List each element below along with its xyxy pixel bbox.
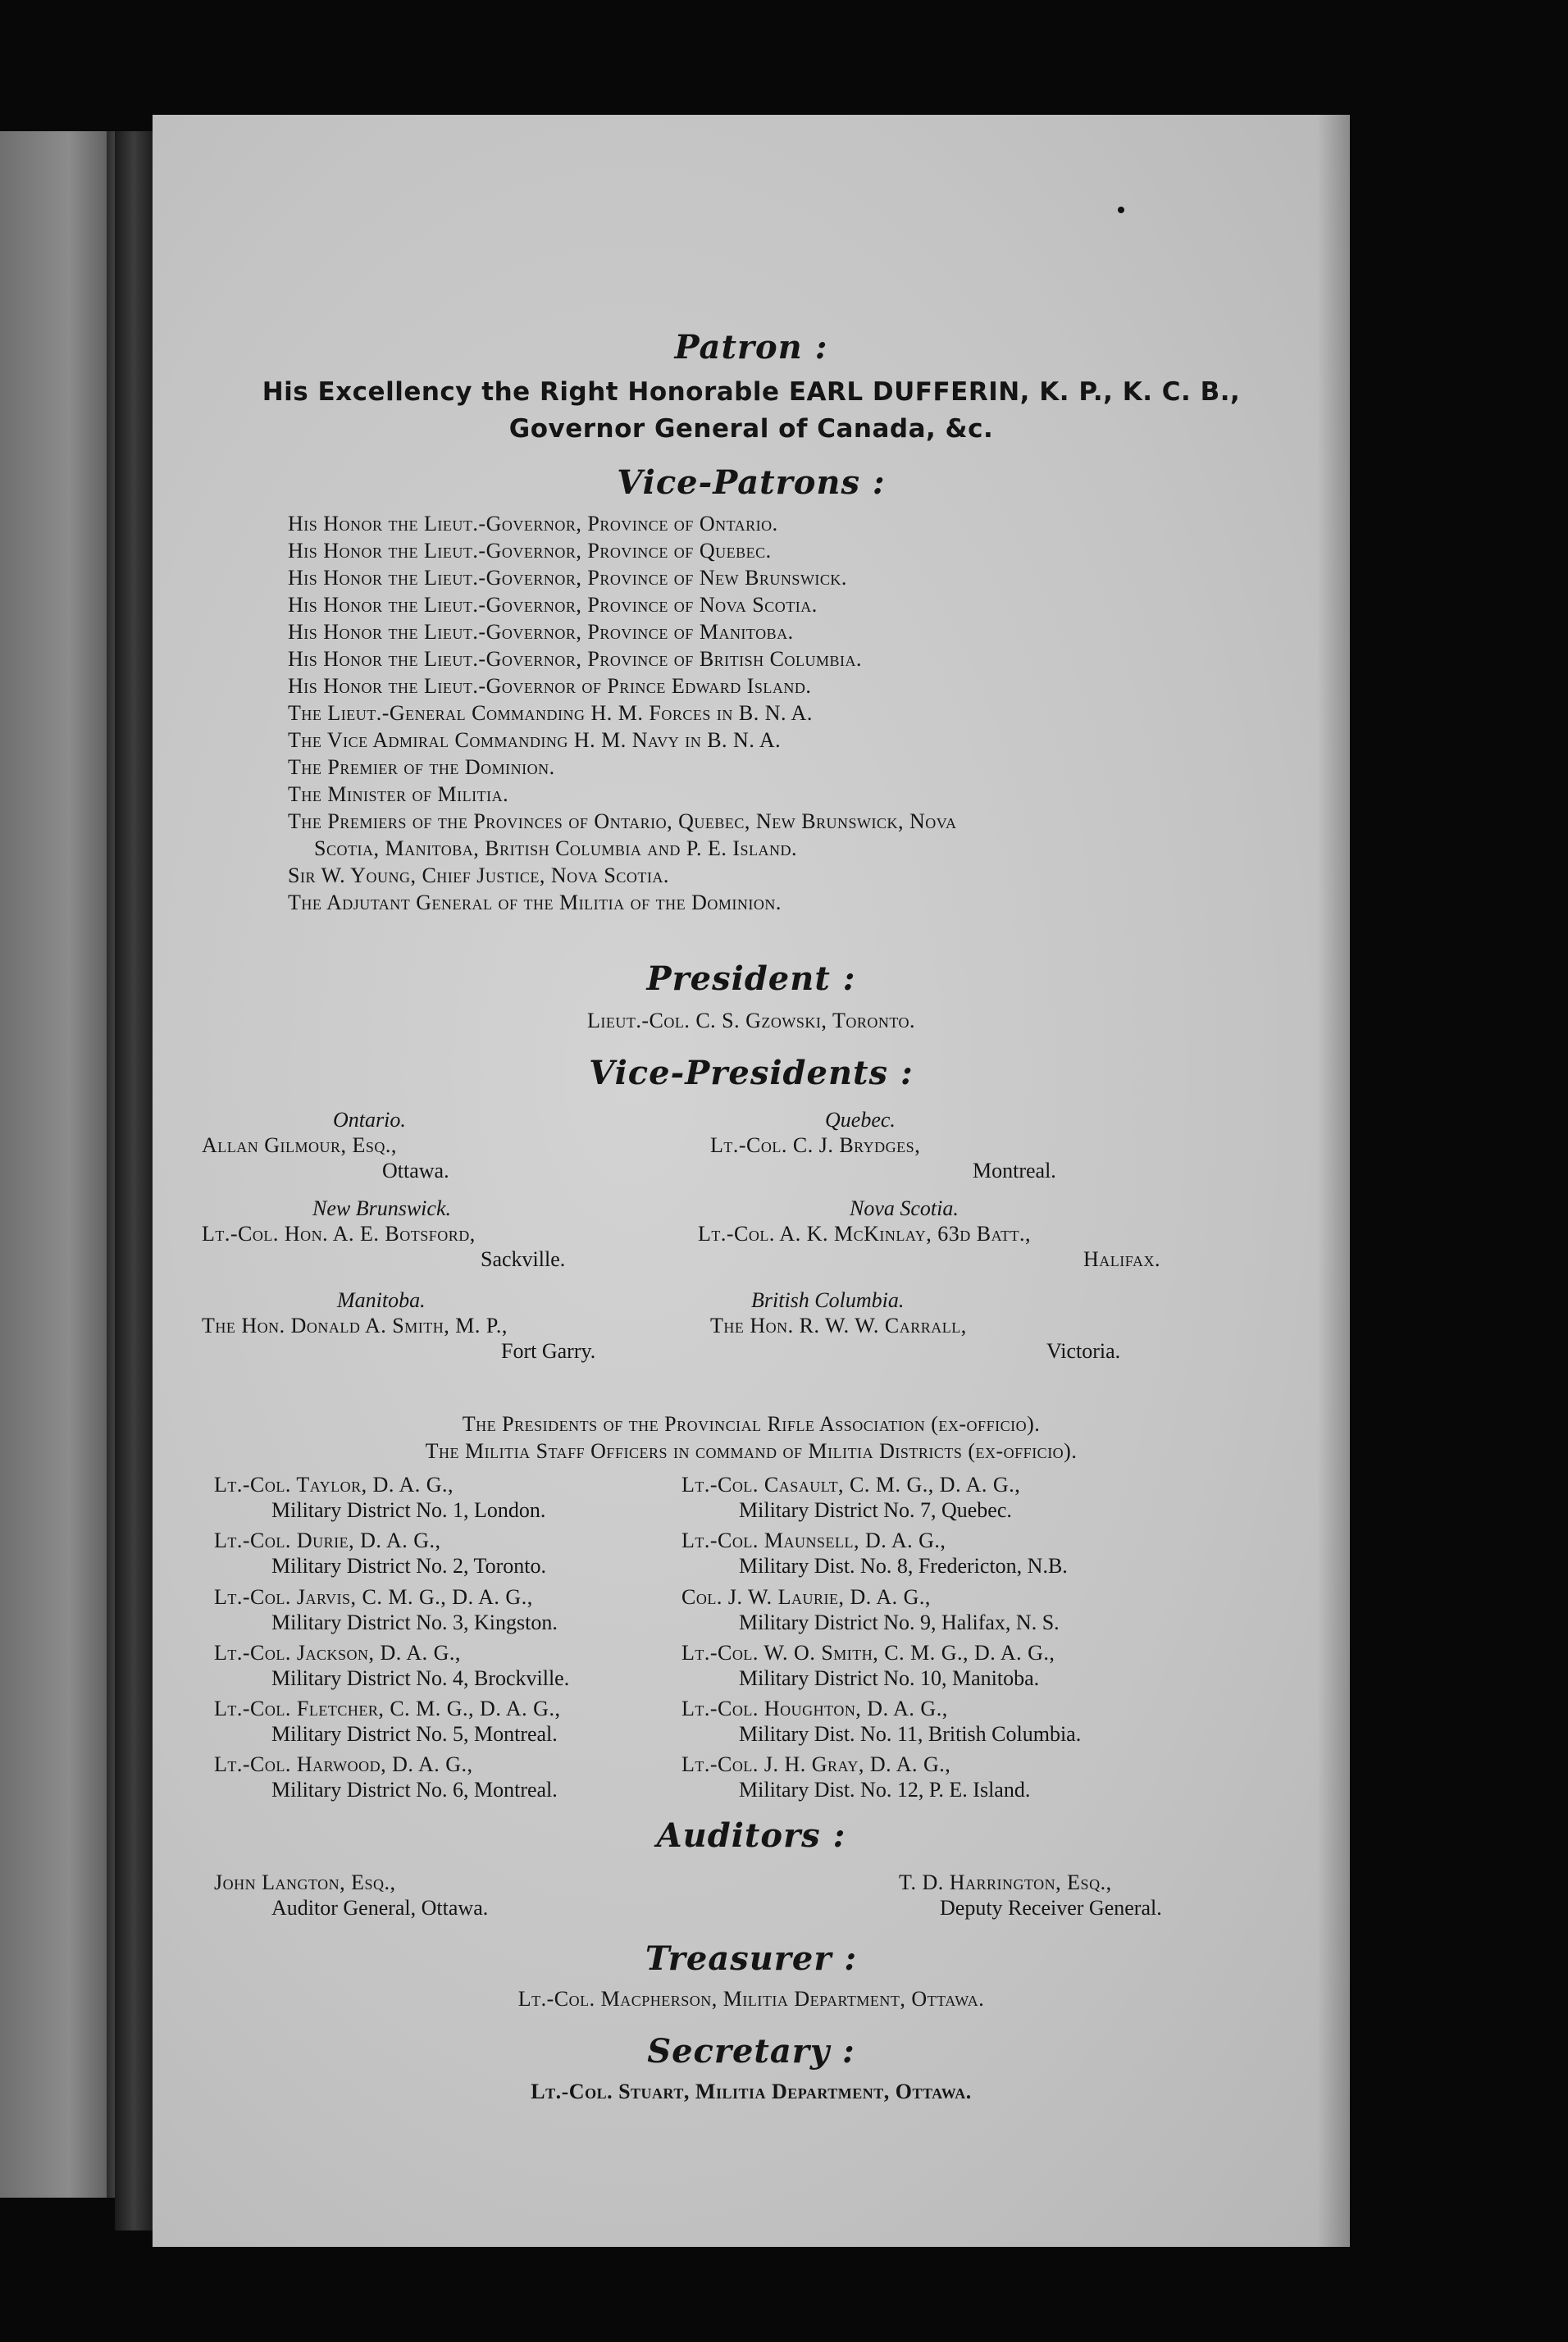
list-item: His Honor the Lieut.-Governor, Province of New Brunswick. xyxy=(288,566,847,590)
vp-new-brunswick-name: Lt.-Col. Hon. A. E. Botsford, xyxy=(202,1222,476,1246)
vp-ontario-name: Allan Gilmour, Esq., xyxy=(202,1133,397,1157)
list-item: The Adjutant General of the Militia of the Dominion. xyxy=(288,891,782,914)
list-item: Scotia, Manitoba, British Columbia and P. E. Island. xyxy=(314,836,798,860)
officer-district: Military Dist. No. 11, British Columbia. xyxy=(739,1722,1082,1746)
list-item: His Honor the Lieut.-Governor, Province of Ontario. xyxy=(288,512,778,535)
auditors-heading: Auditors : xyxy=(656,1816,846,1855)
list-item: The Premier of the Dominion. xyxy=(288,755,555,779)
vice-patrons-heading: Vice-Patrons : xyxy=(617,463,886,502)
vp-british-columbia-place: Victoria. xyxy=(1046,1339,1121,1363)
officer-name: Lt.-Col. Fletcher, C. M. G., D. A. G., xyxy=(214,1697,561,1720)
list-item: His Honor the Lieut.-Governor, Province of Manitoba. xyxy=(288,620,794,644)
officer-entry xyxy=(681,1472,1321,1523)
officer-entry xyxy=(681,1696,1321,1747)
officer-name: Lt.-Col. Jarvis, C. M. G., D. A. G., xyxy=(214,1585,533,1609)
auditor-right xyxy=(743,1870,1268,1921)
vice-presidents-heading: Vice-Presidents : xyxy=(589,1054,914,1092)
vp-nova-scotia xyxy=(698,1196,1288,1272)
officer-entry xyxy=(681,1528,1321,1579)
president-heading: President : xyxy=(646,959,856,998)
officer-entry xyxy=(214,1696,714,1747)
document-page xyxy=(153,115,1350,2247)
officer-district: Military Dist. No. 8, Fredericton, N.B. xyxy=(739,1554,1068,1578)
list-item: His Honor the Lieut.-Governor of Prince Edward Island. xyxy=(288,674,812,698)
vp-ontario xyxy=(202,1107,661,1183)
vp-british-columbia-name: The Hon. R. W. W. Carrall, xyxy=(710,1314,967,1337)
vp-british-columbia-province: British Columbia. xyxy=(751,1288,905,1312)
list-item: Sir W. Young, Chief Justice, Nova Scotia. xyxy=(288,863,669,887)
officer-entry xyxy=(214,1752,714,1802)
officer-district: Military District No. 2, Toronto. xyxy=(271,1554,546,1578)
officer-district: Military District No. 10, Manitoba. xyxy=(739,1666,1040,1690)
officer-name: Lt.-Col. W. O. Smith, C. M. G., D. A. G., xyxy=(681,1641,1055,1665)
officer-district: Military District No. 9, Halifax, N. S. xyxy=(739,1611,1060,1634)
left-page-edge xyxy=(0,131,115,2198)
list-item: The Premiers of the Provinces of Ontario, Quebec, New Brunswick, Nova xyxy=(288,809,957,833)
officer-name: Lt.-Col. Houghton, D. A. G., xyxy=(681,1697,948,1720)
officer-name: Lt.-Col. Harwood, D. A. G., xyxy=(214,1752,473,1776)
officer-district: Military District No. 6, Montreal. xyxy=(271,1778,558,1802)
auditor-left-name: John Langton, Esq., xyxy=(214,1870,396,1894)
vp-manitoba xyxy=(202,1287,710,1364)
patron-line-1: His Excellency the Right Honorable EARL DUFFERIN, K. P., K. C. B., xyxy=(262,377,1241,407)
vp-manitoba-name: The Hon. Donald A. Smith, M. P., xyxy=(202,1314,508,1337)
officer-entry xyxy=(681,1584,1321,1635)
officer-name: Lt.-Col. J. H. Gray, D. A. G., xyxy=(681,1752,951,1776)
patron-heading: Patron : xyxy=(674,328,828,367)
vp-quebec-place: Montreal. xyxy=(973,1159,1056,1182)
auditor-left-title: Auditor General, Ottawa. xyxy=(271,1896,489,1920)
officer-name: Lt.-Col. Maunsell, D. A. G., xyxy=(681,1529,946,1552)
auditor-left xyxy=(214,1870,706,1921)
list-item: The Lieut.-General Commanding H. M. Forces in B. N. A. xyxy=(288,701,813,725)
treasurer-heading: Treasurer : xyxy=(645,1939,858,1978)
auditor-right-title: Deputy Receiver General. xyxy=(940,1896,1162,1920)
vp-quebec-province: Quebec. xyxy=(825,1108,896,1132)
officer-entry xyxy=(214,1472,714,1523)
vp-nova-scotia-name: Lt.-Col. A. K. McKinlay, 63d Batt., xyxy=(698,1222,1032,1246)
vp-british-columbia xyxy=(710,1287,1284,1364)
secretary-name: Lt.-Col. Stuart, Militia Department, Ottawa. xyxy=(531,2080,972,2103)
list-item: His Honor the Lieut.-Governor, Province of British Columbia. xyxy=(288,647,862,671)
officer-name: Lt.-Col. Casault, C. M. G., D. A. G., xyxy=(681,1473,1021,1497)
list-item: His Honor the Lieut.-Governor, Province of Nova Scotia. xyxy=(288,593,818,617)
ex-officio-line-1: The Presidents of the Provincial Rifle Association (ex-officio). xyxy=(462,1412,1041,1436)
president-name: Lieut.-Col. C. S. Gzowski, Toronto. xyxy=(586,1009,915,1032)
secretary-heading: Secretary : xyxy=(647,2032,855,2071)
officer-district: Military District No. 1, London. xyxy=(271,1498,546,1522)
vp-manitoba-place: Fort Garry. xyxy=(501,1339,596,1363)
officer-entry xyxy=(214,1640,714,1691)
list-item: The Minister of Militia. xyxy=(288,782,509,806)
list-item: His Honor the Lieut.-Governor, Province of Quebec. xyxy=(288,539,772,563)
book-gutter xyxy=(115,131,153,2230)
vp-manitoba-province: Manitoba. xyxy=(337,1288,426,1312)
auditor-right-name: T. D. Harrington, Esq., xyxy=(899,1870,1112,1894)
vp-ontario-province: Ontario. xyxy=(333,1108,406,1132)
officer-district: Military District No. 4, Brockville. xyxy=(271,1666,570,1690)
vp-new-brunswick-place: Sackville. xyxy=(481,1247,566,1271)
vp-nova-scotia-place: Halifax. xyxy=(1083,1247,1160,1271)
officer-name: Lt.-Col. Jackson, D. A. G., xyxy=(214,1641,461,1665)
officer-name: Col. J. W. Laurie, D. A. G., xyxy=(681,1585,931,1609)
vp-nova-scotia-province: Nova Scotia. xyxy=(850,1196,959,1220)
vice-patrons-list xyxy=(288,510,1305,916)
officer-district: Military District No. 3, Kingston. xyxy=(271,1611,558,1634)
vp-quebec xyxy=(710,1107,1186,1183)
vp-new-brunswick-province: New Brunswick. xyxy=(312,1196,451,1220)
list-item: The Vice Admiral Commanding H. M. Navy in B. N. A. xyxy=(288,728,782,752)
vp-new-brunswick xyxy=(202,1196,710,1272)
vp-quebec-name: Lt.-Col. C. J. Brydges, xyxy=(710,1133,921,1157)
ex-officio-line-2: The Militia Staff Officers in command of Militia Districts (ex-officio). xyxy=(425,1439,1078,1463)
officer-entry xyxy=(681,1640,1321,1691)
treasurer-name: Lt.-Col. Macpherson, Militia Department, Ottawa. xyxy=(517,1987,985,2011)
patron-line-2: Governor General of Canada, &c. xyxy=(508,414,994,444)
officer-entry xyxy=(681,1752,1321,1802)
officer-entry xyxy=(214,1528,714,1579)
vp-ontario-place: Ottawa. xyxy=(382,1159,449,1182)
officer-entry xyxy=(214,1584,714,1635)
officer-district: Military District No. 7, Quebec. xyxy=(739,1498,1012,1522)
officer-district: Military Dist. No. 12, P. E. Island. xyxy=(739,1778,1031,1802)
officer-name: Lt.-Col. Durie, D. A. G., xyxy=(214,1529,441,1552)
officer-district: Military District No. 5, Montreal. xyxy=(271,1722,558,1746)
officer-name: Lt.-Col. Taylor, D. A. G., xyxy=(214,1473,454,1497)
